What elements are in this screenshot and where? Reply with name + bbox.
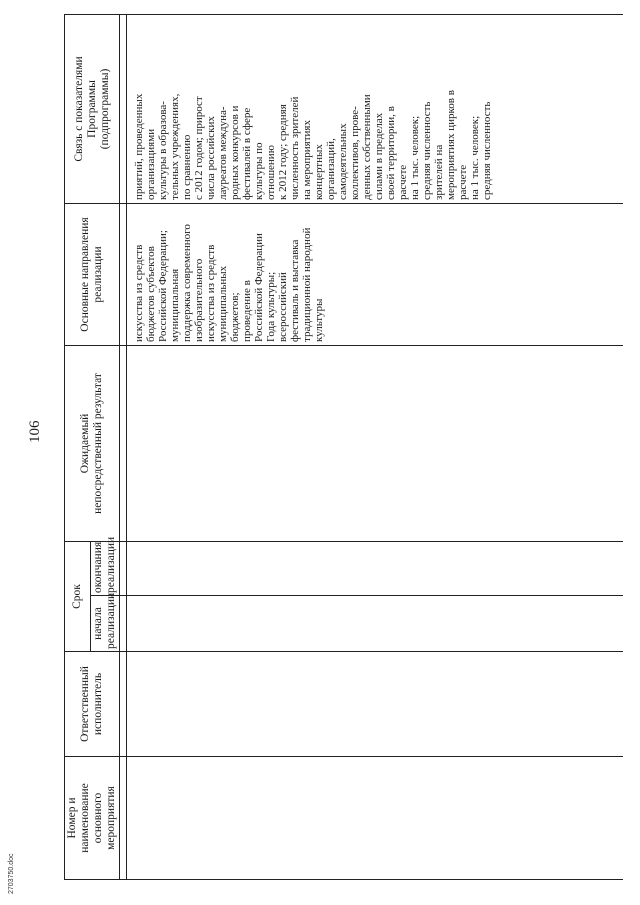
cell-link-indicators: приятий, проведенных организациями культуры в образова- тельных учреждениях, по сравнению с 2012 годом; прирост числа российских лауреатов междуна- родных конкурсов и фестивалей в сфере культуры по отношению к 2012 году; средняя численность зрителей на мероприятиях концертных организаций, самодеятельных коллективов, прове- денных собственными силами в пределах своей территории, в расчете на 1 тыс. человек; средняя численность зрителей на мероприятиях цирков в расчете на 1 тыс. человек; средняя численность: [127, 14, 624, 203]
column-divider: [120, 757, 127, 880]
column-divider: [120, 541, 127, 595]
table-row: [127, 14, 624, 879]
cell-expected-result: [127, 345, 624, 541]
header-responsible: Ответственный исполнитель: [65, 652, 120, 757]
column-divider: [120, 14, 127, 203]
header-expected-result: Ожидаемый непосредственный результат: [65, 345, 120, 541]
cell-number-name: [127, 757, 624, 880]
cell-term-start: [127, 596, 624, 652]
column-divider: [120, 203, 127, 345]
column-divider: [120, 345, 127, 541]
header-term: Срок: [65, 541, 91, 651]
header-link-indicators: Связь с показателями Программы (подпрограммы): [65, 14, 120, 203]
column-divider: [120, 596, 127, 652]
page-number: 106: [27, 420, 43, 443]
cell-main-directions: искусства из средств бюджетов субъектов Российской Федерации; муниципальная поддержка современного изобразительного искусства из средств муниципальных бюджетов; проведение в Российской Федерации Года культуры; всероссийский фестиваль и выставка традиционной народной культуры: [127, 203, 624, 345]
document-code: 2703750.doc: [8, 853, 15, 894]
header-term-end: окончания реализации: [91, 541, 120, 595]
header-term-start: начала реализации: [91, 596, 120, 652]
column-divider: [120, 652, 127, 757]
header-number-name: Номер и наименование основного мероприятия: [65, 757, 120, 880]
cell-responsible: [127, 652, 624, 757]
cell-term-end: [127, 541, 624, 595]
rotated-table-container: [64, 15, 613, 880]
header-main-directions: Основные направления реализации: [65, 203, 120, 345]
measures-table: [64, 14, 623, 880]
